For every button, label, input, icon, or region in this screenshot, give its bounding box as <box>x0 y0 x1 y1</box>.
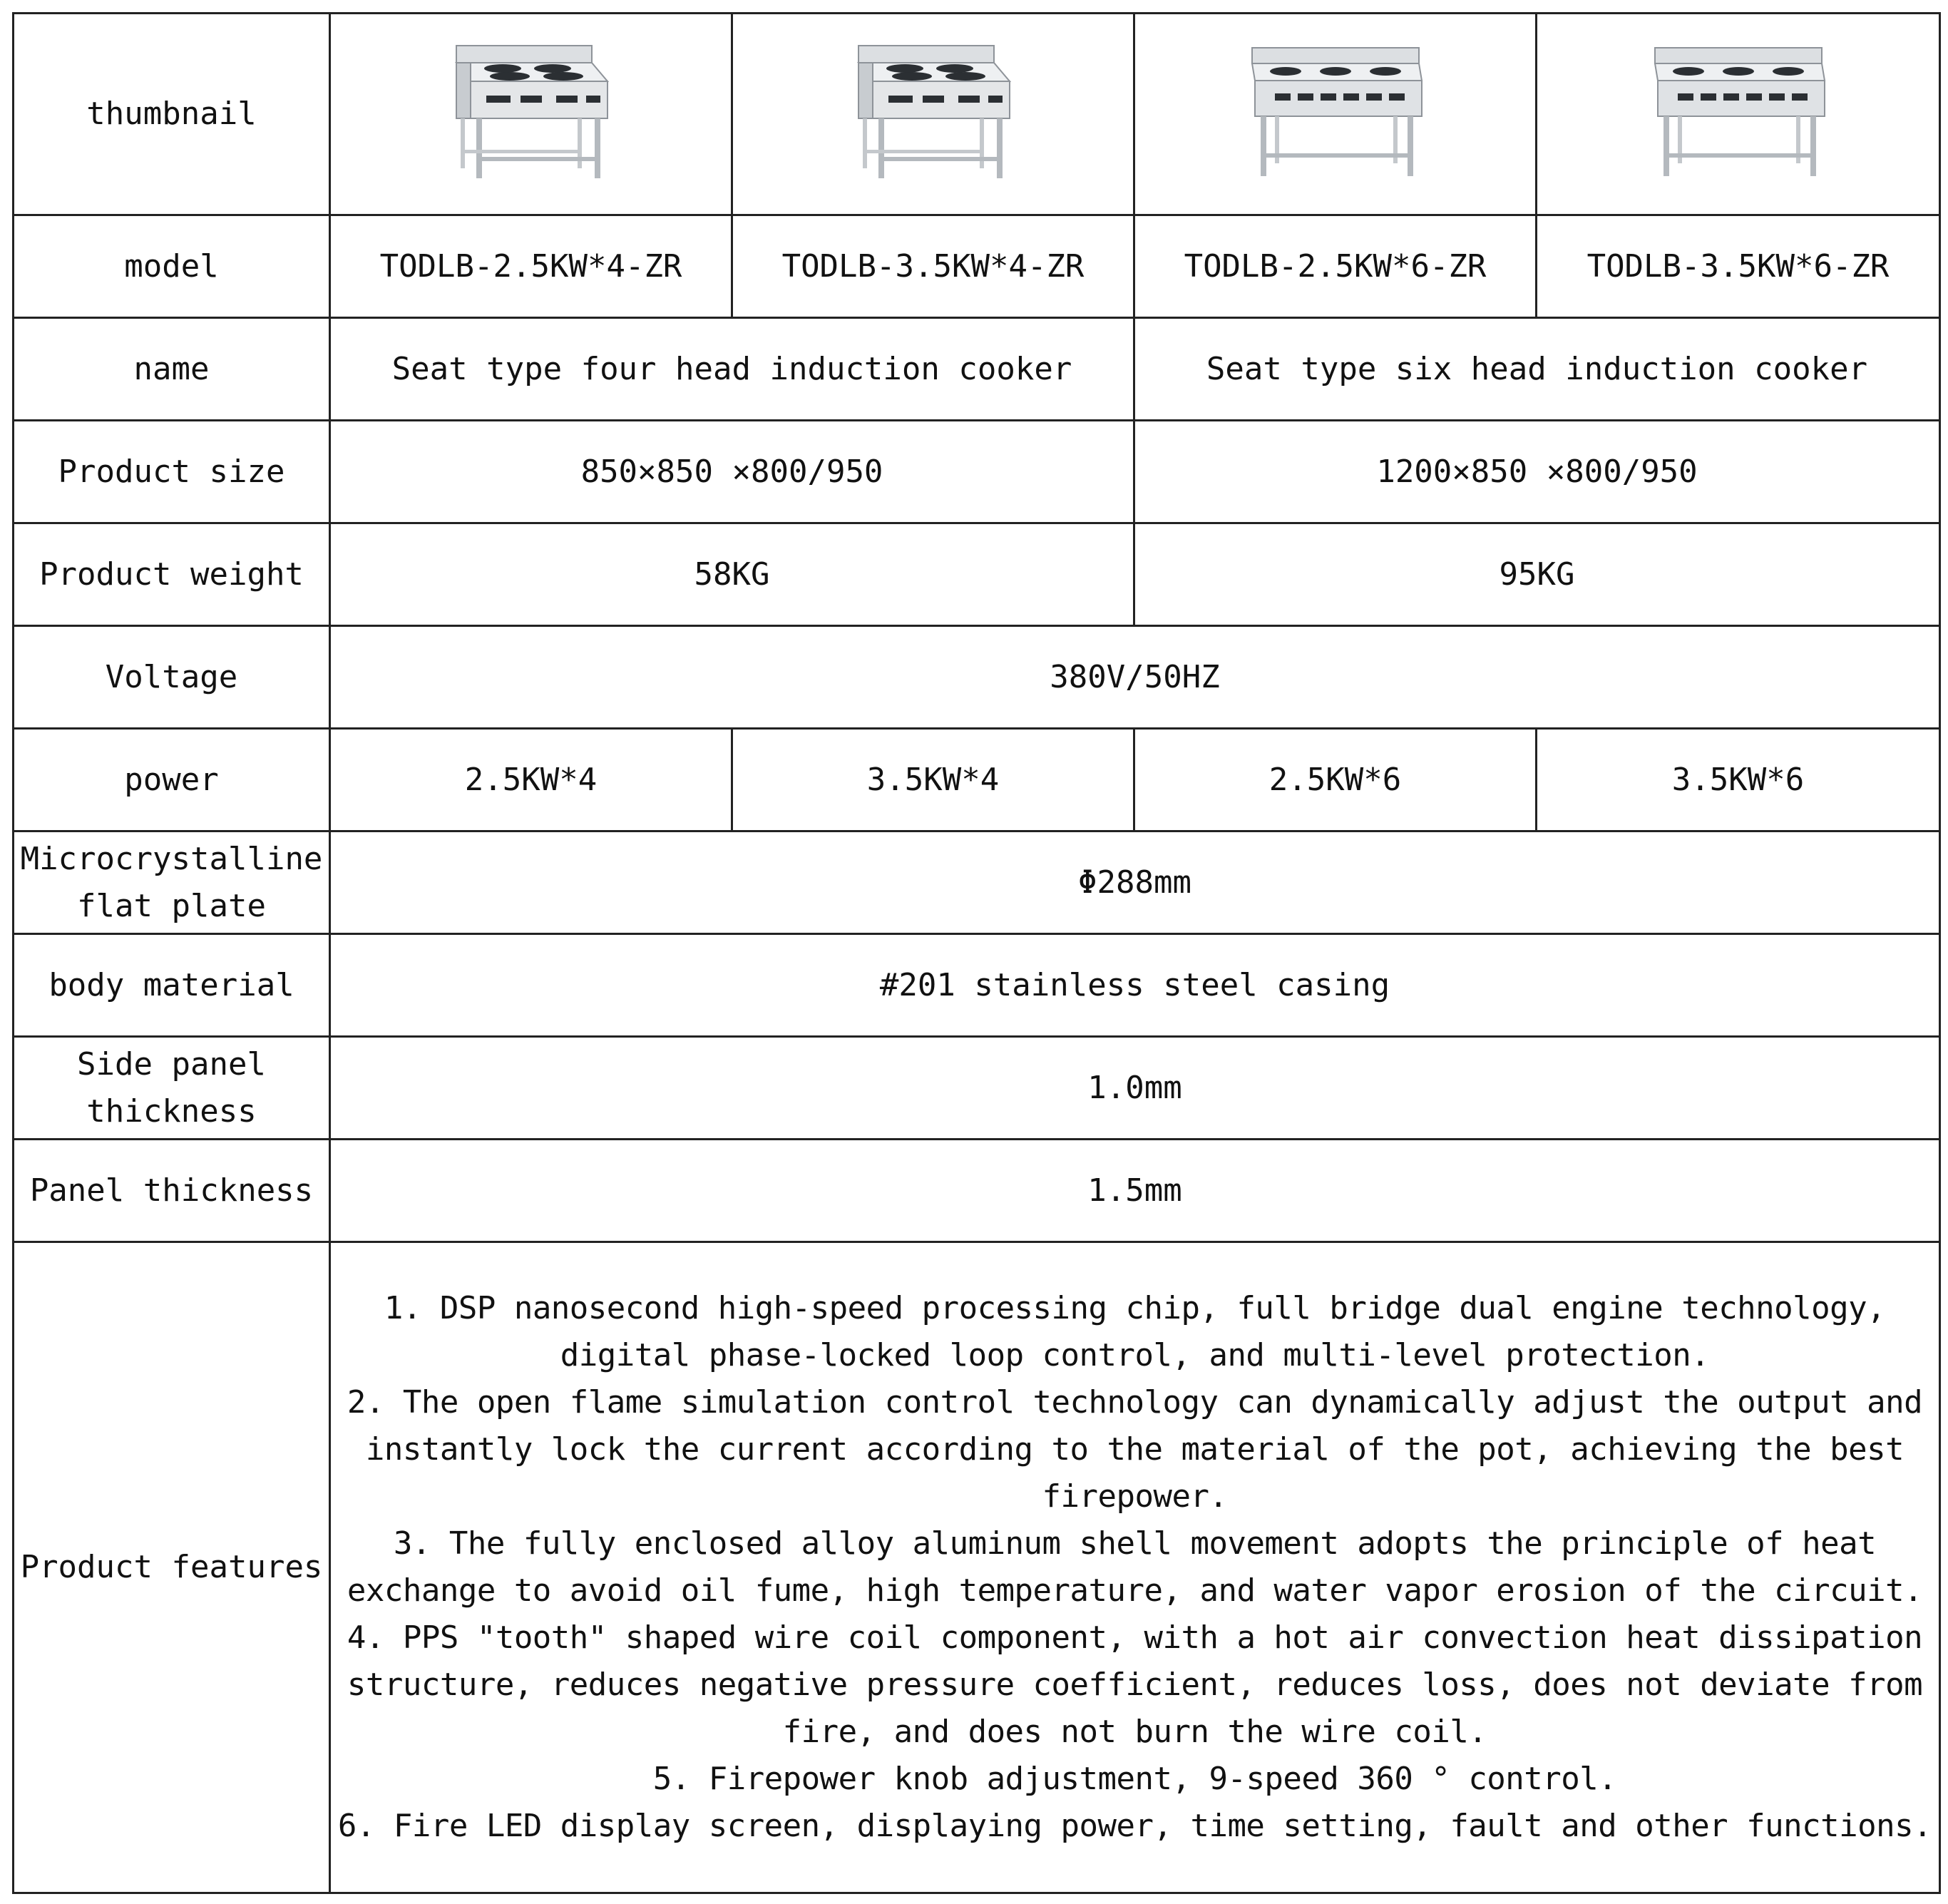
panel-row <box>14 1140 1940 1242</box>
power-value-4: 3.5KW*6 <box>1537 729 1940 831</box>
power-value-1: 2.5KW*4 <box>330 729 732 831</box>
model-value-3: TODLB-2.5KW*6-ZR <box>1134 215 1537 318</box>
thumbnail-four-head-2 <box>732 14 1134 215</box>
model-row <box>14 215 1940 318</box>
feature-item: 6. Fire LED display screen, displaying power, time setting, fault and other functions. <box>337 1808 1932 1844</box>
thumbnail-row <box>14 14 1940 215</box>
feature-item: 3. The fully enclosed alloy aluminum shell movement adopts the principle of heat exchange to avoid oil fume, high temperature, and water vapor erosion of the circuit. <box>347 1525 1923 1609</box>
feature-item: 5. Firepower knob adjustment, 9-speed 360 ° control. <box>652 1761 1617 1797</box>
model-value-1: TODLB-2.5KW*4-ZR <box>330 215 732 318</box>
spec-table <box>12 12 1941 1894</box>
panel-label: Panel thickness <box>14 1140 330 1242</box>
panel-value: 1.5mm <box>330 1140 1940 1242</box>
thumbnail-six-head-1 <box>1134 14 1537 215</box>
thumbnail-label: thumbnail <box>14 14 330 215</box>
power-row <box>14 729 1940 831</box>
feature-item: 4. PPS "tooth" shaped wire coil component, with a hot air convection heat dissipation structure, reduces negative pressure coefficient, reduces loss, does not deviate from fire, and does not burn the wire coil. <box>347 1619 1923 1750</box>
name-label: name <box>14 318 330 421</box>
voltage-row <box>14 626 1940 729</box>
power-value-2: 3.5KW*4 <box>732 729 1134 831</box>
name-four-head: Seat type four head induction cooker <box>330 318 1134 421</box>
feature-item: 1. DSP nanosecond high-speed processing chip, full bridge dual engine technology, digital phase-locked loop control, and multi-level protection. <box>384 1290 1886 1373</box>
body-material-value: #201 stainless steel casing <box>330 934 1940 1037</box>
side-panel-label: Side panel thickness <box>14 1037 330 1140</box>
features-row <box>14 1242 1940 1893</box>
body-material-label: body material <box>14 934 330 1037</box>
model-value-2: TODLB-3.5KW*4-ZR <box>732 215 1134 318</box>
features-list <box>330 1242 1940 1893</box>
product-weight-row <box>14 523 1940 626</box>
plate-row <box>14 831 1940 934</box>
name-row <box>14 318 1940 421</box>
product-size-row <box>14 421 1940 523</box>
plate-value: Φ288mm <box>330 831 1940 934</box>
voltage-label: Voltage <box>14 626 330 729</box>
power-label: power <box>14 729 330 831</box>
product-size-four-head: 850×850 ×800/950 <box>330 421 1134 523</box>
product-size-label: Product size <box>14 421 330 523</box>
thumbnail-four-head-1 <box>330 14 732 215</box>
name-six-head: Seat type six head induction cooker <box>1134 318 1940 421</box>
side-panel-row <box>14 1037 1940 1140</box>
power-value-3: 2.5KW*6 <box>1134 729 1537 831</box>
side-panel-value: 1.0mm <box>330 1037 1940 1140</box>
six-head-cooker-icon <box>1246 46 1425 182</box>
six-head-cooker-icon <box>1649 46 1827 182</box>
four-head-cooker-icon <box>851 43 1015 185</box>
model-value-4: TODLB-3.5KW*6-ZR <box>1537 215 1940 318</box>
product-weight-six-head: 95KG <box>1134 523 1940 626</box>
voltage-value: 380V/50HZ <box>330 626 1940 729</box>
plate-label: Microcrystalline flat plate <box>14 831 330 934</box>
feature-item: 2. The open flame simulation control technology can dynamically adjust the output and instantly lock the current according to the material of the pot, achieving the best firepower. <box>347 1384 1923 1515</box>
model-label: model <box>14 215 330 318</box>
body-material-row <box>14 934 1940 1037</box>
product-weight-four-head: 58KG <box>330 523 1134 626</box>
four-head-cooker-icon <box>449 43 613 185</box>
thumbnail-six-head-2 <box>1537 14 1940 215</box>
product-size-six-head: 1200×850 ×800/950 <box>1134 421 1940 523</box>
features-label: Product features <box>14 1242 330 1893</box>
product-weight-label: Product weight <box>14 523 330 626</box>
